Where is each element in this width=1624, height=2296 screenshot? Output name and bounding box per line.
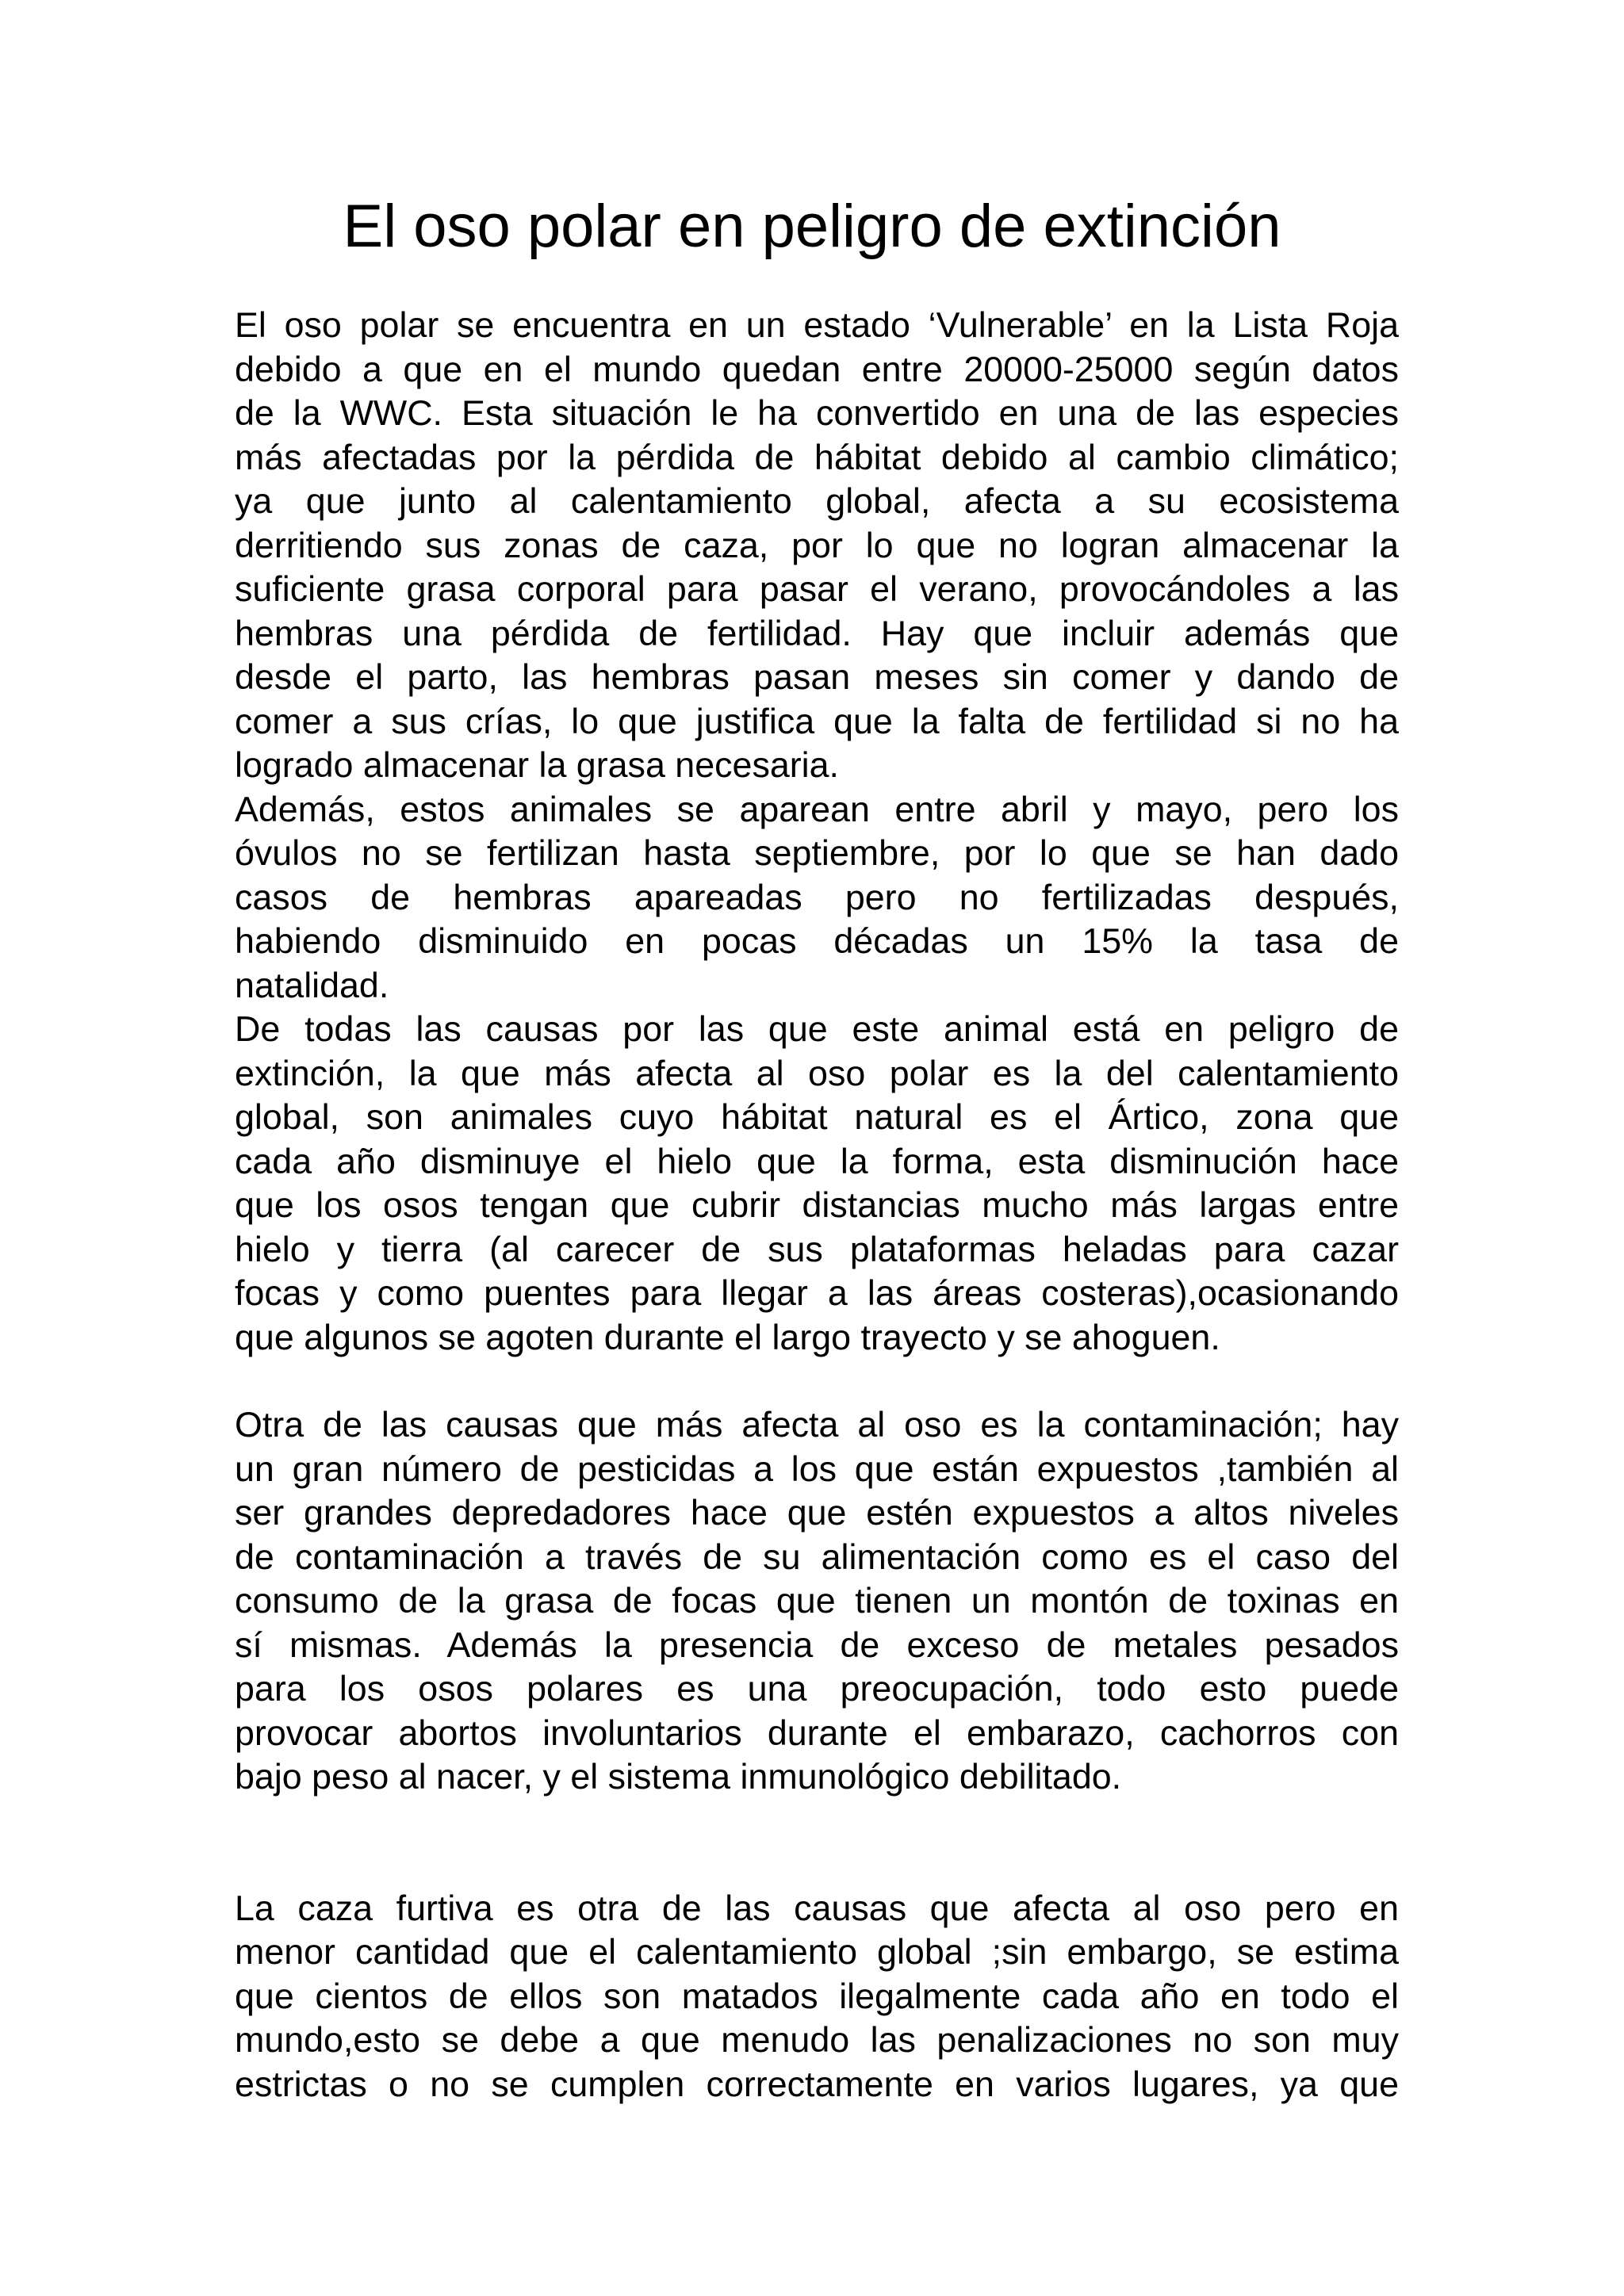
text-line: óvulos no se fertilizan hasta septiembre, por lo que se han dado [235,833,1399,873]
paragraph-4 [235,1403,1399,1800]
text-line: mundo,esto se debe a que menudo las penalizaciones no son muy [235,2020,1399,2060]
text-line: hielo y tierra (al carecer de sus plataformas heladas para cazar [235,1229,1399,1269]
text-line: provocar abortos involuntarios durante el embarazo, cachorros con [235,1712,1399,1753]
text-line: de la WWC. Esta situación le ha convertido en una de las especies [235,393,1399,433]
text-line: Otra de las causas que más afecta al oso es la contaminación; hay [235,1405,1399,1445]
paragraph-2 [235,788,1399,1008]
paragraph-3 [235,1008,1399,1360]
text-line: logrado almacenar la grasa necesaria. [235,745,839,785]
paragraph-1 [235,304,1399,788]
paragraph-spacer [235,1360,1399,1403]
text-line: un gran número de pesticidas a los que están expuestos ,también al [235,1448,1399,1489]
text-line: suficiente grasa corporal para pasar el verano, provocándoles a las [235,569,1399,609]
text-line: ya que junto al calentamiento global, afecta a su ecosistema [235,481,1399,521]
text-line: que los osos tengan que cubrir distancias mucho más largas entre [235,1185,1399,1225]
text-line: casos de hembras apareadas pero no fertilizadas después, [235,877,1399,917]
text-line: De todas las causas por las que este animal está en peligro de [235,1009,1399,1049]
text-line: ser grandes depredadores hace que estén expuestos a altos niveles [235,1493,1399,1533]
text-line: bajo peso al nacer, y el sistema inmunológico debilitado. [235,1757,1122,1797]
text-line: Además, estos animales se aparean entre abril y mayo, pero los [235,789,1399,829]
text-line: que algunos se agoten durante el largo trayecto y se ahoguen. [235,1317,1220,1357]
text-line: desde el parto, las hembras pasan meses sin comer y dando de [235,657,1399,697]
text-line: natalidad. [235,965,389,1005]
text-line: de contaminación a través de su alimentación como es el caso del [235,1536,1399,1577]
text-line: habiendo disminuido en pocas décadas un 15% la tasa de [235,921,1399,961]
page-title: El oso polar en peligro de extinción [343,193,1281,260]
text-line: derritiendo sus zonas de caza, por lo que no logran almacenar la [235,525,1399,565]
paragraph-spacer [235,1800,1399,1887]
text-line: comer a sus crías, lo que justifica que la falta de fertilidad si no ha [235,701,1399,741]
text-line: debido a que en el mundo quedan entre 20000-25000 según datos [235,349,1399,389]
text-line: estrictas o no se cumplen correctamente en varios lugares, ya que [235,2064,1399,2104]
text-line: consumo de la grasa de focas que tienen un montón de toxinas en [235,1581,1399,1621]
text-line: extinción, la que más afecta al oso polar es la del calentamiento [235,1053,1399,1093]
text-line: que cientos de ellos son matados ilegalmente cada año en todo el [235,1976,1399,2016]
text-line: cada año disminuye el hielo que la forma, esta disminución hace [235,1141,1399,1181]
document-body [235,304,1399,2107]
text-line: más afectadas por la pérdida de hábitat debido al cambio climático; [235,437,1399,477]
text-line: sí mismas. Además la presencia de exceso de metales pesados [235,1624,1399,1665]
text-line: para los osos polares es una preocupación, todo esto puede [235,1669,1399,1709]
text-line: hembras una pérdida de fertilidad. Hay que incluir además que [235,613,1399,653]
text-line: global, son animales cuyo hábitat natural es el Ártico, zona que [235,1097,1399,1137]
text-line: El oso polar se encuentra en un estado ‘Vulnerable’ en la Lista Roja [235,305,1399,345]
paragraph-5 [235,1887,1399,2107]
text-line: focas y como puentes para llegar a las áreas costeras),ocasionando [235,1273,1399,1313]
text-line: menor cantidad que el calentamiento global ;sin embargo, se estima [235,1932,1399,1972]
text-line: La caza furtiva es otra de las causas que afecta al oso pero en [235,1888,1399,1928]
